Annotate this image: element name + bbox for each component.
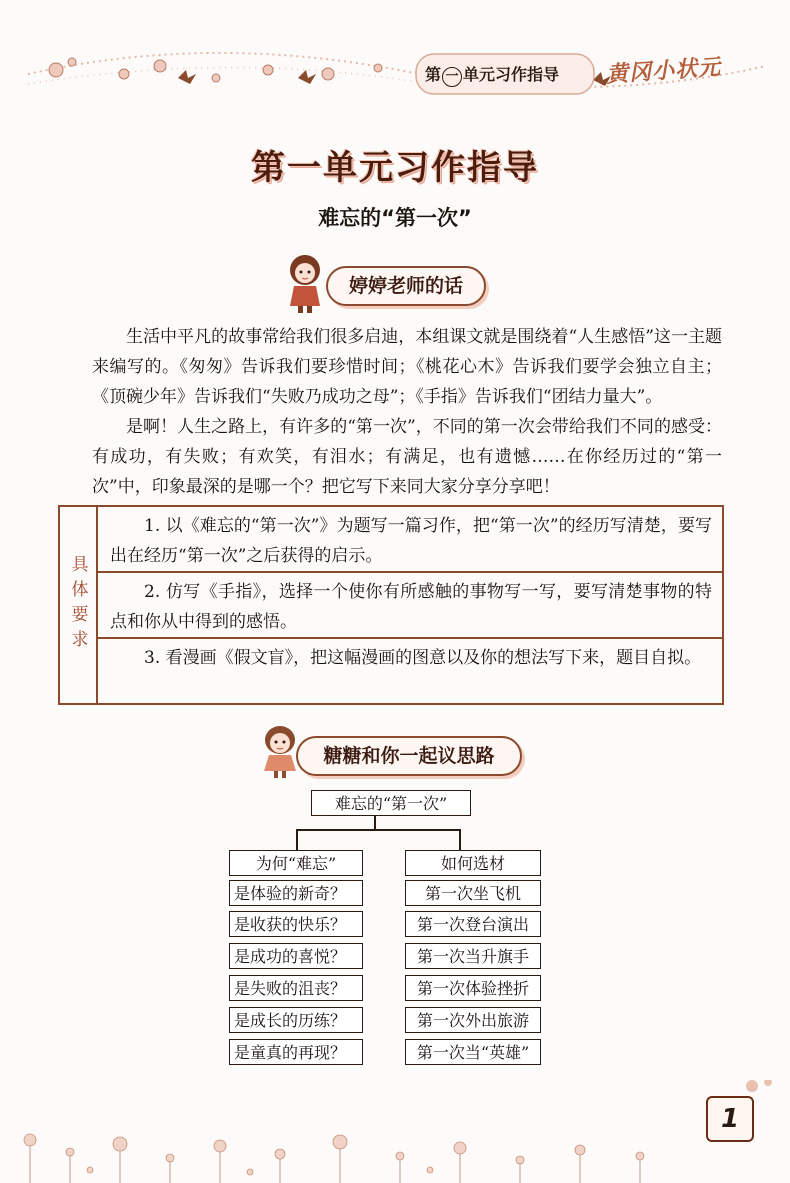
mindmap-right-item: 第一次体验挫折 [405, 975, 541, 1001]
connector [374, 816, 376, 830]
mindmap-left-item: 是童真的再现？ [229, 1039, 363, 1065]
mindmap-right-item: 第一次登台演出 [405, 911, 541, 937]
requirements-label: 具体要求 [67, 555, 88, 655]
connector [296, 829, 298, 850]
page-title: 第一单元习作指导 [251, 148, 539, 188]
mindmap-right-item: 第一次坐飞机 [405, 880, 541, 906]
unit-label: 第 一 单元习作指导 [425, 62, 559, 87]
section-heading-outline: 糖糖和你一起议思路 [296, 736, 522, 776]
mindmap-left-item: 是体验的新奇？ [229, 880, 363, 906]
section-heading-teacher: 婷婷老师的话 [326, 266, 486, 306]
intro-paragraph-1: 生活中平凡的故事常给我们很多启迪，本组课文就是围绕着“人生感悟”这一主题来编写的。《匆匆》告诉我们要珍惜时间；《桃花心木》告诉我们要学会独立自主；《顶碗少年》告诉我们“失败乃成功之母”；《手指》告诉我们“团结力量大”。 [92, 327, 722, 407]
page-subtitle: 难忘的“第一次” [318, 206, 472, 230]
mindmap-left-item: 是成长的历练？ [229, 1007, 363, 1033]
mindmap-left-item: 是成功的喜悦？ [229, 943, 363, 969]
connector [296, 829, 460, 831]
unit-number: 一 [442, 67, 462, 87]
requirements-label-cell [60, 507, 98, 703]
mindmap-left-item: 是失败的沮丧？ [229, 975, 363, 1001]
mindmap-right-item: 第一次当升旗手 [405, 943, 541, 969]
requirement-item-1: 1. 以《难忘的“第一次”》为题写一篇习作，把“第一次”的经历写清楚，要写出在经历“第一次”之后获得的启示。 [110, 516, 712, 566]
flower-border-icon [0, 1080, 790, 1183]
mindmap-right-item: 第一次外出旅游 [405, 1007, 541, 1033]
mindmap-right-title: 如何选材 [405, 850, 541, 876]
brand-logo: 黄冈小状元 [605, 55, 722, 88]
intro-paragraph-2: 是啊！人生之路上，有许多的“第一次”，不同的第一次会带给我们不同的感受：有成功，有失败；有欢笑，有泪水；有满足，也有遗憾……在你经历过的“第一次”中，印象最深的是哪一个？把它写下来同大家分享分享吧！ [92, 417, 722, 497]
requirement-item-3: 3. 看漫画《假文盲》，把这幅漫画的图意以及你的想法写下来，题目自拟。 [98, 637, 722, 703]
requirement-item-2: 2. 仿写《手指》，选择一个使你有所感触的事物写一写，要写清楚事物的特点和你从中得到的感悟。 [98, 571, 722, 637]
connector [459, 829, 461, 850]
mindmap-right-item: 第一次当“英雄” [405, 1039, 541, 1065]
teacher-avatar-icon [282, 252, 328, 314]
mindmap-left-title: 为何“难忘” [229, 850, 363, 876]
requirements-table [58, 505, 724, 705]
girl-avatar-icon [258, 722, 302, 780]
mindmap-root: 难忘的“第一次” [311, 790, 471, 816]
mindmap-left-item: 是收获的快乐？ [229, 911, 363, 937]
page-number: 1 [706, 1096, 754, 1142]
